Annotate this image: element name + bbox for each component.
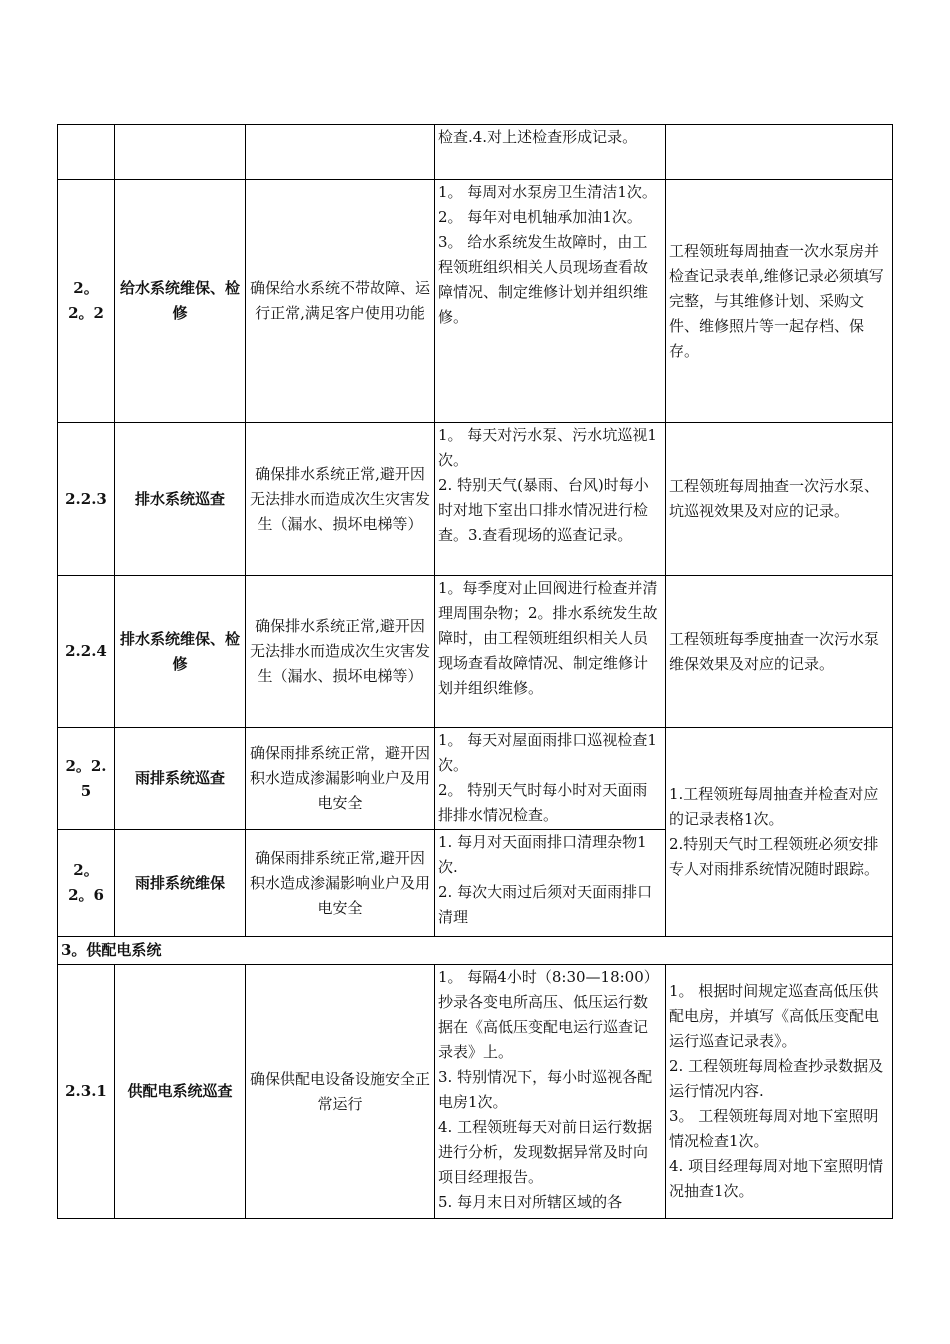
item-standard [435, 576, 666, 728]
item-name: 排水系统巡查 [115, 423, 246, 576]
table-row [58, 125, 893, 180]
item-check [666, 125, 893, 180]
item-standard [435, 180, 666, 423]
standard-line: 1. 每月对天面雨排口清理杂物1次. [438, 833, 647, 876]
check-line: 1。 根据时间规定巡查高低压供配电房，并填写《高低压变配电运行巡查记录表》。 [669, 982, 880, 1050]
standard-line: 1。 每天对污水泵、污水坑巡视1次。 [438, 426, 657, 469]
standard-line: 检查.4.对上述检查形成记录。 [438, 128, 638, 146]
item-number [58, 125, 115, 180]
item-name: 供配电系统巡查 [115, 965, 246, 1219]
standards-table [57, 124, 893, 1219]
table-row [58, 423, 893, 576]
table-row [58, 965, 893, 1219]
item-number: 2.3.1 [58, 965, 115, 1219]
item-name: 雨排系统维保 [115, 830, 246, 937]
section-row [58, 937, 893, 965]
standard-line: 4. 工程领班每天对前日运行数据进行分析，发现数据异常及时向项目经理报告。 [438, 1118, 653, 1186]
item-check [666, 423, 893, 576]
item-name [115, 125, 246, 180]
item-number: 2.2.3 [58, 423, 115, 576]
check-line: 工程领班每周抽查一次污水泵、坑巡视效果及对应的记录。 [669, 477, 880, 520]
item-number: 2。2。6 [58, 830, 115, 937]
item-check [666, 965, 893, 1219]
standard-line: 1。每季度对止回阀进行检查并清理周围杂物；2。排水系统发生故障时，由工程领班组织相关人员现场查看故障情况、制定维修计划并组织维修。 [438, 579, 658, 697]
table-row [58, 576, 893, 728]
item-check [666, 728, 893, 937]
item-goal: 确保排水系统正常,避开因无法排水而造成次生灾害发生（漏水、损坏电梯等） [246, 423, 435, 576]
check-line: 4. 项目经理每周对地下室照明情况抽查1次。 [669, 1157, 884, 1200]
standard-line: 5. 每月末日对所辖区域的各 [438, 1193, 623, 1211]
item-number: 2。2.5 [58, 728, 115, 830]
standard-line: 2. 特别天气(暴雨、台风)时每小时对地下室出口排水情况进行检查。3.查看现场的巡查记录。 [438, 476, 649, 544]
item-standard [435, 423, 666, 576]
standard-line: 3。 给水系统发生故障时，由工程领班组织相关人员现场查看故障情况、制定维修计划并组织维修。 [438, 233, 649, 326]
check-line: 工程领班每周抽查一次水泵房并检查记录表单,维修记录必须填写完整，与其维修计划、采购文件、维修照片等一起存档、保存。 [669, 241, 884, 360]
item-goal: 确保给水系统不带故障、运行正常,满足客户使用功能 [246, 180, 435, 423]
item-check [666, 180, 893, 423]
check-line: 1.工程领班每周抽查并检查对应的记录表格1次。 [669, 785, 879, 828]
item-goal: 确保供配电设备设施安全正常运行 [246, 965, 435, 1219]
item-standard [435, 830, 666, 937]
standard-line: 1。 每隔4小时（8:30—18:00）抄录各变电所高压、低压运行数据在《高低压变配电运行巡查记录表》上。 [438, 968, 659, 1061]
item-name: 雨排系统巡查 [115, 728, 246, 830]
section-title: 3。供配电系统 [58, 937, 893, 965]
item-goal [246, 125, 435, 180]
item-name: 给水系统维保、检修 [115, 180, 246, 423]
item-name: 排水系统维保、检修 [115, 576, 246, 728]
item-goal: 确保雨排系统正常,避开因积水造成渗漏影响业户及用电安全 [246, 830, 435, 937]
item-number: 2。2。2 [58, 180, 115, 423]
item-check [666, 576, 893, 728]
check-line: 工程领班每季度抽查一次污水泵维保效果及对应的记录。 [669, 629, 880, 673]
check-line: 3。 工程领班每周对地下室照明情况检查1次。 [669, 1107, 879, 1150]
item-standard [435, 125, 666, 180]
standard-line: 1。 每天对屋面雨排口巡视检查1次。 [438, 731, 657, 774]
standard-line: 1。 每周对水泵房卫生清洁1次。 [438, 183, 657, 201]
item-goal: 确保雨排系统正常，避开因积水造成渗漏影响业户及用电安全 [246, 728, 435, 830]
standard-line: 3. 特别情况下，每小时巡视各配电房1次。 [438, 1068, 653, 1111]
standard-line: 2。 特别天气时每小时对天面雨排排水情况检查。 [438, 781, 648, 824]
table-row [58, 728, 893, 830]
item-standard [435, 965, 666, 1219]
item-number: 2.2.4 [58, 576, 115, 728]
check-line: 2.特别天气时工程领班必须安排专人对雨排系统情况随时跟踪。 [669, 835, 880, 878]
item-standard [435, 728, 666, 830]
standard-line: 2. 每次大雨过后须对天面雨排口清理 [438, 883, 653, 926]
item-goal: 确保排水系统正常,避开因无法排水而造成次生灾害发生（漏水、损坏电梯等） [246, 576, 435, 728]
check-line: 2. 工程领班每周检查抄录数据及运行情况内容. [669, 1057, 884, 1100]
table-row [58, 180, 893, 423]
standard-line: 2。 每年对电机轴承加油1次。 [438, 208, 642, 226]
